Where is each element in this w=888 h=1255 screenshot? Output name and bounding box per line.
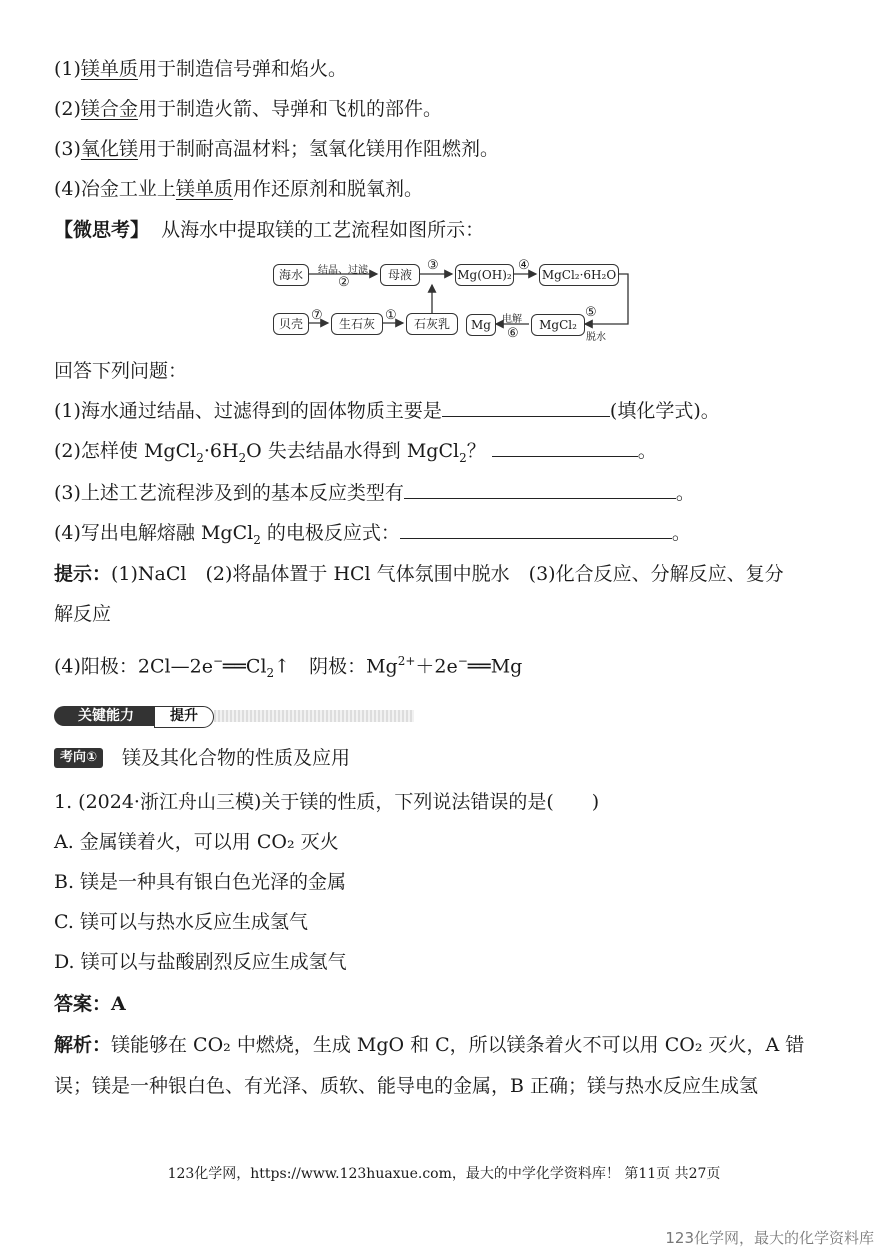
step-2: ② [338, 275, 350, 290]
box-lime-milk: 石灰乳 [406, 313, 458, 335]
step-5: ⑤ [585, 305, 597, 320]
box-mother-liquor: 母液 [380, 264, 420, 286]
question-1: (1)海水通过结晶、过滤得到的固体物质主要是 (填化学式)。 [54, 400, 720, 422]
question-3: (3)上述工艺流程涉及到的基本反应类型有 。 [54, 482, 695, 504]
mcq-option-a: A. 金属镁着火，可以用 CO₂ 灭火 [54, 831, 339, 853]
step-4: ④ [518, 258, 530, 273]
think-line: 【微思考】 从海水中提取镁的工艺流程如图所示： [54, 219, 485, 241]
hint-line-2: 解反应 [54, 603, 112, 625]
banner-improve: 提升 [154, 706, 214, 728]
box-mg: Mg [466, 314, 496, 336]
hint-line-1: 提示：(1)NaCl (2)将晶体置于 HCl 气体氛围中脱水 (3)化合反应、分解反应、复分 [54, 563, 784, 585]
banner-stripe [214, 710, 414, 722]
use-line-4: (4)冶金工业上镁单质用作还原剂和脱氧剂。 [54, 178, 423, 200]
kaoxiang-title: 镁及其化合物的性质及应用 [122, 747, 351, 769]
use-line-1: (1)镁单质用于制造信号弹和焰火。 [54, 58, 347, 80]
box-mgoh2: Mg(OH)₂ [455, 264, 514, 286]
answer-line: 答案：A [54, 993, 126, 1015]
answer-blank-2[interactable] [492, 438, 638, 457]
step-7: ⑦ [311, 308, 323, 323]
use-line-2: (2)镁合金用于制造火箭、导弹和飞机的部件。 [54, 98, 442, 120]
box-seawater: 海水 [273, 264, 309, 286]
kaoxiang-badge: 考向① [54, 748, 103, 768]
step-1: ① [385, 308, 397, 323]
step-3: ③ [427, 258, 439, 273]
watermark: 123化学网，最大的化学资料库 [665, 1229, 874, 1247]
banner-key-ability: 关键能力 [54, 706, 158, 726]
answer-blank-3[interactable] [404, 480, 676, 499]
answer-blank-4[interactable] [400, 520, 672, 539]
use-line-3: (3)氧化镁用于制耐高温材料；氢氧化镁用作阻燃剂。 [54, 138, 499, 160]
hint-line-4: (4)阳极：$2Cl—2e^-══Cl_2↑$ 阴极：$Mg^{2+}+2e^-══Mg$ [54, 654, 523, 681]
question-2: (2)怎样使 $MgCl_2\cdot 6H_2O$ 失去结晶水得到 MgCl$_2$？ 。 [54, 440, 657, 465]
box-mgcl2-hydrate: MgCl₂·6H₂O [539, 264, 619, 286]
box-mgcl2: MgCl₂ [531, 314, 585, 336]
label-dehydrate: 脱水 [586, 332, 606, 343]
label-crystallize-filter: 结晶、过滤 [318, 265, 368, 276]
flow-arrows [0, 0, 888, 360]
step-6: ⑥ [507, 326, 519, 341]
box-shell: 贝壳 [273, 313, 309, 335]
mcq-option-c: C. 镁可以与热水反应生成氢气 [54, 911, 308, 933]
mcq-stem: 1. (2024·浙江舟山三模)关于镁的性质，下列说法错误的是( ) [54, 791, 600, 813]
question-4: (4)写出电解熔融 MgCl$_2$ 的电极反应式： 。 [54, 522, 691, 547]
label-electrolysis: 电解 [502, 314, 522, 325]
mcq-option-d: D. 镁可以与盐酸剧烈反应生成氢气 [54, 951, 347, 973]
box-quicklime: 生石灰 [331, 313, 383, 335]
analysis-line-2: 误；镁是一种银白色、有光泽、质软、能导电的金属，B 正确；镁与热水反应生成氢 [54, 1075, 759, 1097]
page-footer: 123化学网，https://www.123huaxue.com，最大的中学化学资料库！ 第11页 共27页 [167, 1166, 721, 1182]
questions-intro: 回答下列问题： [54, 360, 188, 382]
answer-blank-1[interactable] [442, 398, 610, 417]
analysis-line-1: 解析：镁能够在 CO₂ 中燃烧，生成 MgO 和 C，所以镁条着火不可以用 CO₂ 灭火，A 错 [54, 1034, 805, 1056]
mcq-option-b: B. 镁是一种具有银白色光泽的金属 [54, 871, 347, 893]
